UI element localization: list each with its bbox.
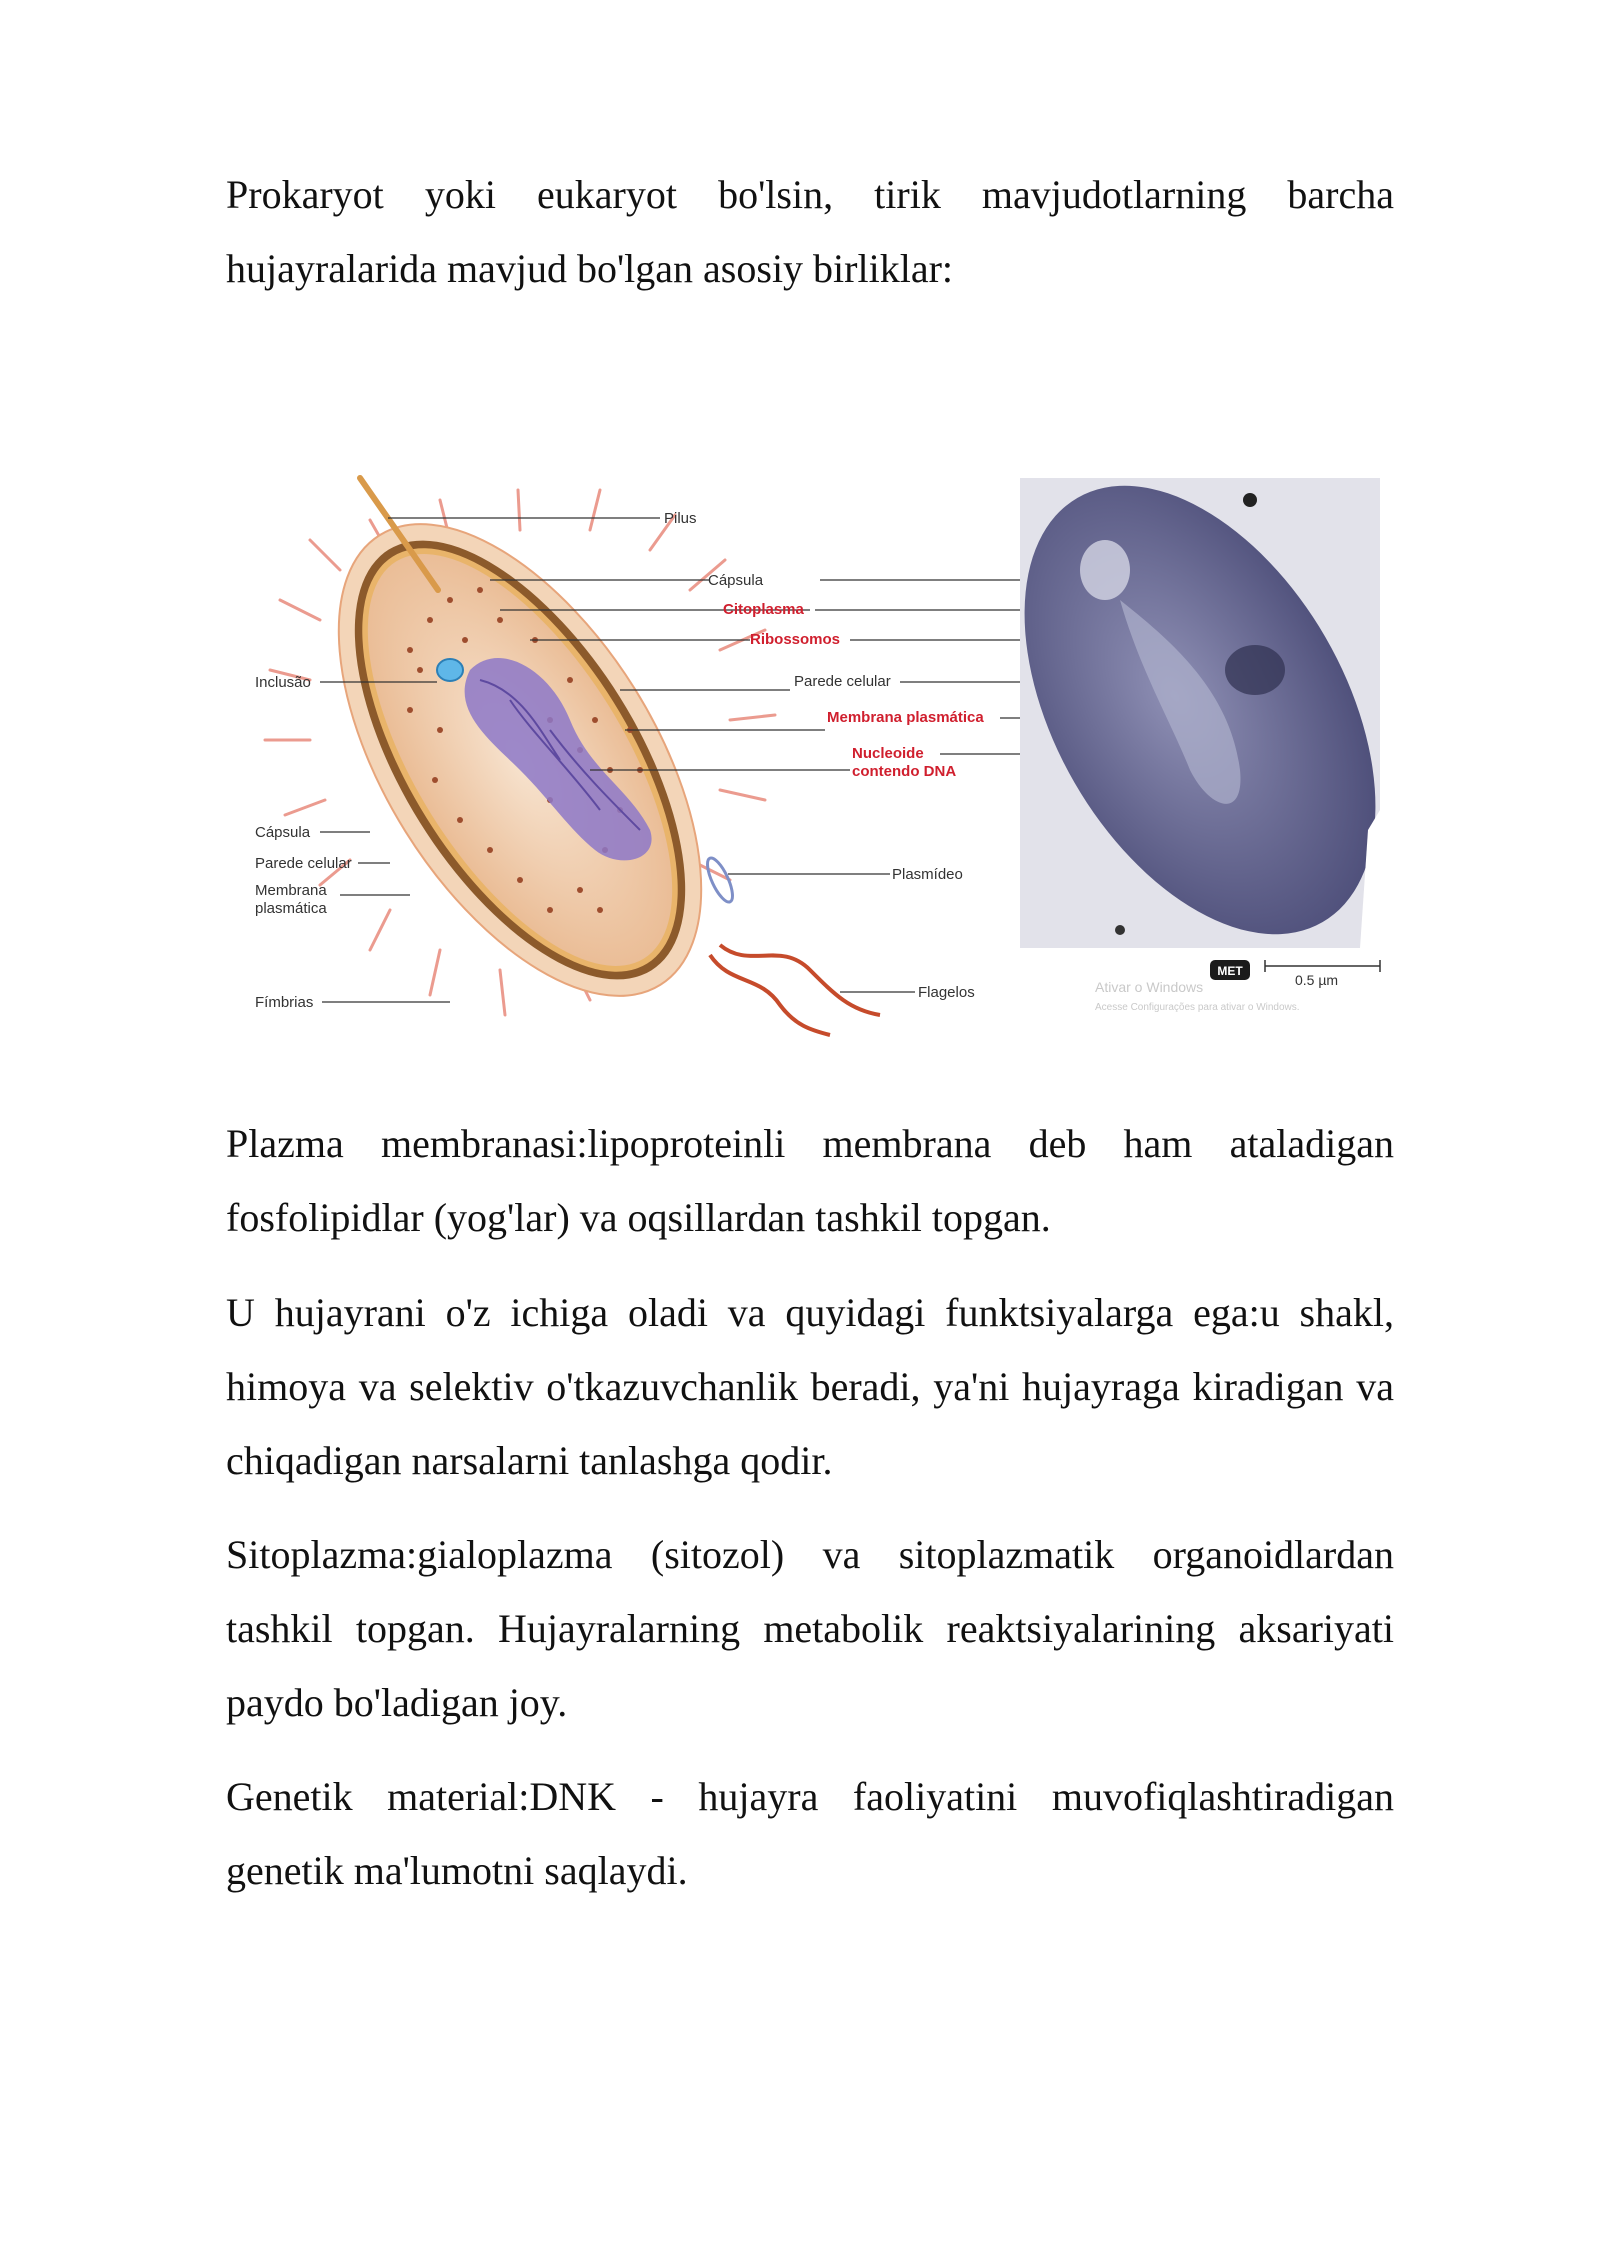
paragraph-membrane-functions: U hujayrani o'z ichiga oladi va quyidagi funktsiyalarga ega:u shakl, himoya va selektiv o'tkazuvchanlik beradi, ya'ni hujayraga kiradigan va chiqadigan narsalarni tanlashga qodir. — [226, 1290, 1394, 1483]
paragraph-plasma-membrane: Plazma membranasi:lipoproteinli membrana deb ham ataladigan fosfolipidlar (yog'lar) va oqsillardan tashkil topgan. — [226, 1121, 1394, 1240]
label-citoplasma: Citoplasma — [723, 601, 804, 618]
label-parede-celular-left: Parede celular — [255, 855, 352, 872]
label-plasmideo: Plasmídeo — [892, 866, 963, 883]
label-plasmatica-left: plasmática — [255, 900, 327, 917]
prokaryote-cell-figure — [250, 470, 1390, 1040]
met-badge-text: MET — [1217, 964, 1243, 978]
label-capsula-left: Cápsula — [255, 824, 311, 841]
electron-micrograph — [952, 470, 1390, 995]
label-membrana-left: Membrana — [255, 882, 327, 899]
label-parede-celular-top: Parede celular — [794, 673, 891, 690]
scale-bar-label: 0.5 µm — [1295, 972, 1339, 988]
paragraph-cytoplasm: Sitoplazma:gialoplazma (sitozol) va sitoplazmatik organoidlardan tashkil topgan. Hujayralarning metabolik reaktsiyalarining aksariyati paydo bo'ladigan joy. — [226, 1532, 1394, 1725]
label-contendo-dna: contendo DNA — [852, 763, 957, 780]
windows-watermark-line2: Acesse Configurações para ativar o Windows. — [1095, 1002, 1300, 1013]
windows-watermark-line1: Ativar o Windows — [1095, 979, 1204, 995]
label-nucleoide: Nucleoide — [852, 745, 924, 762]
bacterium-diagram — [250, 470, 1390, 1040]
label-inclusao: Inclusão — [255, 674, 311, 691]
inclusion-body — [437, 659, 463, 681]
flagellum-2 — [710, 955, 830, 1035]
label-ribossomos: Ribossomos — [750, 631, 841, 648]
label-pilus: Pilus — [664, 510, 697, 527]
label-fimbrias: Fímbrias — [255, 994, 314, 1011]
paragraph-genetic-material: Genetik material:DNK - hujayra faoliyatini muvofiqlashtiradigan genetik ma'lumotni saqlaydi. — [226, 1774, 1394, 1893]
label-flagelos: Flagelos — [918, 984, 975, 1001]
label-membrana-plasmatica-top: Membrana plasmática — [827, 709, 984, 726]
plasmid — [703, 855, 738, 905]
paragraph-intro: Prokaryot yoki eukaryot bo'lsin, tirik mavjudotlarning barcha hujayralarida mavjud bo'lgan asosiy birliklar: — [226, 172, 1394, 291]
label-capsula-top: Cápsula — [708, 572, 764, 589]
